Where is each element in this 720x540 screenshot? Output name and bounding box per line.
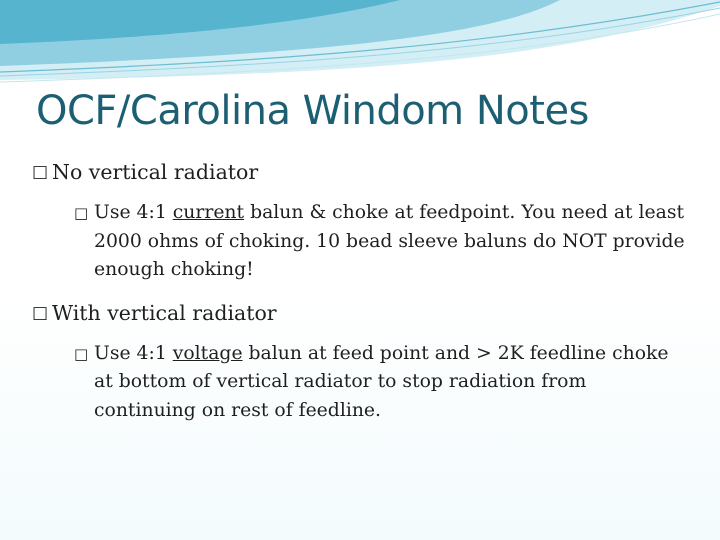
bullet-with-vertical-radiator bbox=[32, 299, 692, 328]
bullet-heading: No vertical radiator bbox=[52, 160, 259, 184]
bullet-no-vertical-radiator bbox=[32, 158, 692, 187]
sub-bullet-current-balun bbox=[74, 199, 692, 285]
sub-bullet-suffix: balun & choke at feedpoint. You need at least 2000 ohms of choking. 10 bead sleeve baluns do NOT provide enough choking! bbox=[94, 202, 685, 280]
sub-bullet-underlined: voltage bbox=[172, 342, 243, 364]
sub-bullet-marker-icon: □ bbox=[74, 344, 89, 363]
slide-body bbox=[32, 158, 692, 431]
header-wave-decoration bbox=[0, 0, 720, 90]
sub-bullet-suffix: balun at feed point and > 2K feedline choke at bottom of vertical radiator to stop radiation from continuing on rest of feedline. bbox=[94, 342, 669, 421]
bullet-heading: With vertical radiator bbox=[52, 300, 277, 325]
sub-bullet-underlined: current bbox=[172, 202, 245, 223]
sub-bullet-marker-icon: □ bbox=[74, 204, 89, 222]
sub-bullet-prefix: Use 4:1 bbox=[94, 202, 173, 223]
sub-bullet-voltage-balun bbox=[74, 340, 692, 426]
sub-bullet-prefix: Use 4:1 bbox=[94, 342, 173, 364]
bullet-marker-icon: □ bbox=[32, 162, 49, 182]
bullet-marker-icon: □ bbox=[32, 302, 49, 323]
slide-title: OCF/Carolina Windom Notes bbox=[36, 88, 589, 134]
